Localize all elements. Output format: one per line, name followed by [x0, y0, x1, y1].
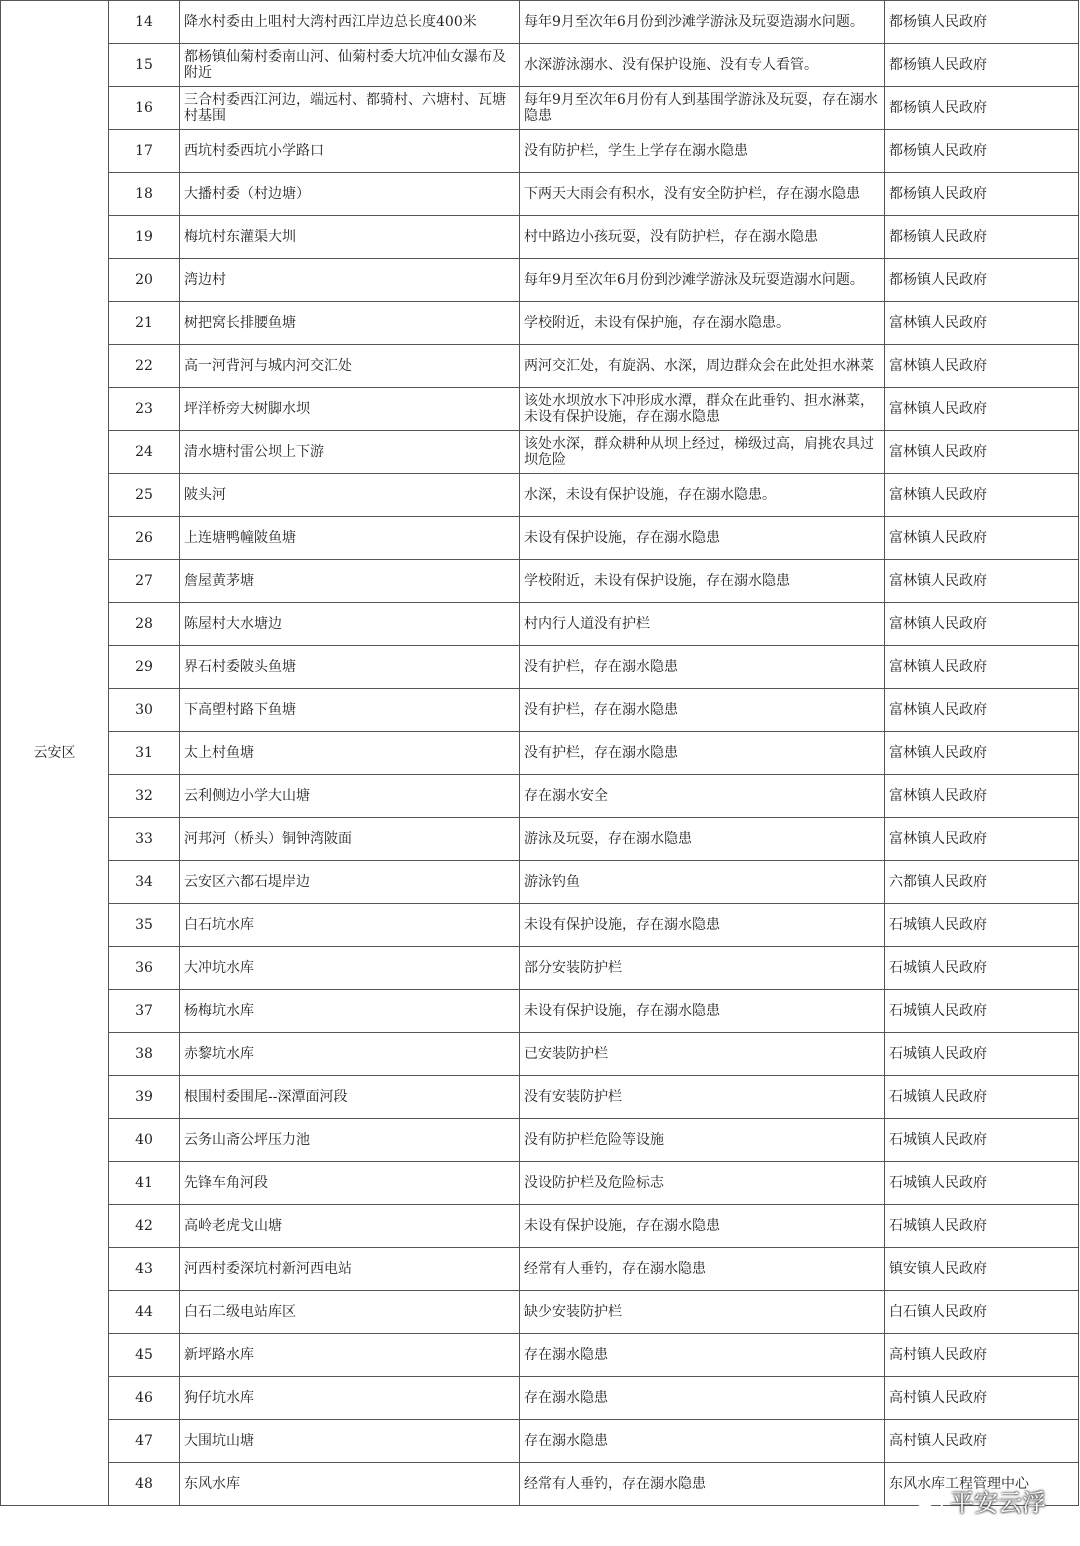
responsible-unit-cell: 富林镇人民政府: [885, 646, 1079, 689]
responsible-unit-cell: 富林镇人民政府: [885, 345, 1079, 388]
responsible-unit-cell: 都杨镇人民政府: [885, 216, 1079, 259]
table-row: [1, 689, 1079, 732]
issue-cell: 存在溺水安全: [520, 775, 885, 818]
row-number-cell: 48: [109, 1463, 180, 1506]
table-row: [1, 1334, 1079, 1377]
responsible-unit-cell: 富林镇人民政府: [885, 388, 1079, 431]
watermark-text: 平安云浮: [950, 1489, 1046, 1517]
location-cell: 梅坑村东灌渠大圳: [180, 216, 520, 259]
table-row: [1, 216, 1079, 259]
responsible-unit-cell: 富林镇人民政府: [885, 732, 1079, 775]
issue-cell: 学校附近，未设有保护施，存在溺水隐患。: [520, 302, 885, 345]
responsible-unit-cell: 富林镇人民政府: [885, 517, 1079, 560]
location-cell: 河邦河（桥头）铜钟湾陂面: [180, 818, 520, 861]
location-cell: 杨梅坑水库: [180, 990, 520, 1033]
row-number-cell: 16: [109, 87, 180, 130]
location-cell: 都杨镇仙菊村委南山河、仙菊村委大坑冲仙女瀑布及附近: [180, 44, 520, 87]
table-row: [1, 302, 1079, 345]
responsible-unit-cell: 富林镇人民政府: [885, 474, 1079, 517]
table-row: [1, 87, 1079, 130]
location-cell: 白石二级电站库区: [180, 1291, 520, 1334]
issue-cell: 经常有人垂钓，存在溺水隐患: [520, 1248, 885, 1291]
issue-cell: 未设有保护设施，存在溺水隐患: [520, 1205, 885, 1248]
table-row: [1, 44, 1079, 87]
row-number-cell: 39: [109, 1076, 180, 1119]
responsible-unit-cell: 都杨镇人民政府: [885, 130, 1079, 173]
row-number-cell: 43: [109, 1248, 180, 1291]
table-row: [1, 904, 1079, 947]
responsible-unit-cell: 高村镇人民政府: [885, 1334, 1079, 1377]
table-row: [1, 990, 1079, 1033]
table-row: [1, 1205, 1079, 1248]
row-number-cell: 14: [109, 1, 180, 44]
row-number-cell: 25: [109, 474, 180, 517]
table-row: [1, 646, 1079, 689]
responsible-unit-cell: 都杨镇人民政府: [885, 173, 1079, 216]
row-number-cell: 15: [109, 44, 180, 87]
location-cell: 赤黎坑水库: [180, 1033, 520, 1076]
row-number-cell: 30: [109, 689, 180, 732]
location-cell: 云安区六都石堤岸边: [180, 861, 520, 904]
location-cell: 大冲坑水库: [180, 947, 520, 990]
issue-cell: 未设有保护设施，存在溺水隐患: [520, 517, 885, 560]
row-number-cell: 35: [109, 904, 180, 947]
location-cell: 下高塱村路下鱼塘: [180, 689, 520, 732]
table-row: [1, 861, 1079, 904]
issue-cell: 存在溺水隐患: [520, 1420, 885, 1463]
issue-cell: 没有护栏，存在溺水隐患: [520, 689, 885, 732]
issue-cell: 每年9月至次年6月份到沙滩学游泳及玩耍造溺水问题。: [520, 1, 885, 44]
issue-cell: 两河交汇处，有旋涡、水深，周边群众会在此处担水淋菜: [520, 345, 885, 388]
responsible-unit-cell: 富林镇人民政府: [885, 689, 1079, 732]
table-row: [1, 560, 1079, 603]
location-cell: 先锋车角河段: [180, 1162, 520, 1205]
location-cell: 上连塘鸭幢陂鱼塘: [180, 517, 520, 560]
responsible-unit-cell: 富林镇人民政府: [885, 603, 1079, 646]
issue-cell: 每年9月至次年6月份到沙滩学游泳及玩耍造溺水问题。: [520, 259, 885, 302]
location-cell: 湾边村: [180, 259, 520, 302]
responsible-unit-cell: 石城镇人民政府: [885, 990, 1079, 1033]
responsible-unit-cell: 高村镇人民政府: [885, 1377, 1079, 1420]
table-row: [1, 947, 1079, 990]
row-number-cell: 20: [109, 259, 180, 302]
table-row: [1, 603, 1079, 646]
issue-cell: 水深游泳溺水、没有保护设施、没有专人看管。: [520, 44, 885, 87]
location-cell: 新坪路水库: [180, 1334, 520, 1377]
row-number-cell: 24: [109, 431, 180, 474]
row-number-cell: 41: [109, 1162, 180, 1205]
row-number-cell: 26: [109, 517, 180, 560]
table-row: [1, 130, 1079, 173]
row-number-cell: 19: [109, 216, 180, 259]
location-cell: 坪洋桥旁大树脚水坝: [180, 388, 520, 431]
location-cell: 大播村委（村边塘）: [180, 173, 520, 216]
table-row: [1, 1420, 1079, 1463]
location-cell: 西坑村委西坑小学路口: [180, 130, 520, 173]
row-number-cell: 31: [109, 732, 180, 775]
location-cell: 降水村委由上咀村大湾村西江岸边总长度400米: [180, 1, 520, 44]
location-cell: 云务山斋公坪压力池: [180, 1119, 520, 1162]
issue-cell: 水深，未设有保护设施，存在溺水隐患。: [520, 474, 885, 517]
responsible-unit-cell: 石城镇人民政府: [885, 947, 1079, 990]
row-number-cell: 34: [109, 861, 180, 904]
responsible-unit-cell: 高村镇人民政府: [885, 1420, 1079, 1463]
responsible-unit-cell: 东风水库工程管理中心: [885, 1463, 1079, 1506]
location-cell: 高岭老虎戈山塘: [180, 1205, 520, 1248]
issue-cell: 没有防护栏，学生上学存在溺水隐患: [520, 130, 885, 173]
table-row: [1, 1162, 1079, 1205]
responsible-unit-cell: 富林镇人民政府: [885, 560, 1079, 603]
location-cell: 清水塘村雷公坝上下游: [180, 431, 520, 474]
issue-cell: 存在溺水隐患: [520, 1377, 885, 1420]
location-cell: 三合村委西江河边，端远村、都骑村、六塘村、瓦塘村基围: [180, 87, 520, 130]
issue-cell: 缺少安装防护栏: [520, 1291, 885, 1334]
issue-cell: 下两天大雨会有积水，没有安全防护栏，存在溺水隐患: [520, 173, 885, 216]
location-cell: 河西村委深坑村新河西电站: [180, 1248, 520, 1291]
row-number-cell: 47: [109, 1420, 180, 1463]
table-row: [1, 1291, 1079, 1334]
location-cell: 陈屋村大水塘边: [180, 603, 520, 646]
responsible-unit-cell: 都杨镇人民政府: [885, 259, 1079, 302]
table-row: [1, 1076, 1079, 1119]
table-row: [1, 1033, 1079, 1076]
row-number-cell: 44: [109, 1291, 180, 1334]
issue-cell: 每年9月至次年6月份有人到基围学游泳及玩耍，存在溺水隐患: [520, 87, 885, 130]
issue-cell: 没有防护栏危险等设施: [520, 1119, 885, 1162]
issue-cell: 经常有人垂钓，存在溺水隐患: [520, 1463, 885, 1506]
issue-cell: 存在溺水隐患: [520, 1334, 885, 1377]
row-number-cell: 38: [109, 1033, 180, 1076]
row-number-cell: 17: [109, 130, 180, 173]
row-number-cell: 45: [109, 1334, 180, 1377]
issue-cell: 该处水坝放水下冲形成水潭，群众在此垂钓、担水淋菜，未设有保护设施，存在溺水隐患: [520, 388, 885, 431]
location-cell: 狗仔坑水库: [180, 1377, 520, 1420]
district-cell: 云安区: [1, 1, 109, 1506]
row-number-cell: 21: [109, 302, 180, 345]
responsible-unit-cell: 都杨镇人民政府: [885, 1, 1079, 44]
table-row: [1, 818, 1079, 861]
wechat-logo-icon: [914, 1488, 944, 1514]
responsible-unit-cell: 富林镇人民政府: [885, 818, 1079, 861]
responsible-unit-cell: 富林镇人民政府: [885, 431, 1079, 474]
responsible-unit-cell: 富林镇人民政府: [885, 302, 1079, 345]
row-number-cell: 40: [109, 1119, 180, 1162]
table-row: [1, 431, 1079, 474]
responsible-unit-cell: 石城镇人民政府: [885, 1076, 1079, 1119]
table-row: [1, 259, 1079, 302]
table-row: [1, 732, 1079, 775]
table-row: [1, 345, 1079, 388]
hazard-table-body: [1, 1, 1079, 1506]
table-row: [1, 474, 1079, 517]
row-number-cell: 23: [109, 388, 180, 431]
responsible-unit-cell: 富林镇人民政府: [885, 775, 1079, 818]
location-cell: 白石坑水库: [180, 904, 520, 947]
responsible-unit-cell: 六都镇人民政府: [885, 861, 1079, 904]
row-number-cell: 28: [109, 603, 180, 646]
row-number-cell: 18: [109, 173, 180, 216]
issue-cell: 未设有保护设施，存在溺水隐患: [520, 990, 885, 1033]
responsible-unit-cell: 石城镇人民政府: [885, 1033, 1079, 1076]
location-cell: 大围坑山塘: [180, 1420, 520, 1463]
responsible-unit-cell: 石城镇人民政府: [885, 1119, 1079, 1162]
row-number-cell: 32: [109, 775, 180, 818]
location-cell: 高一河背河与城内河交汇处: [180, 345, 520, 388]
responsible-unit-cell: 都杨镇人民政府: [885, 87, 1079, 130]
row-number-cell: 46: [109, 1377, 180, 1420]
location-cell: 詹屋黄茅塘: [180, 560, 520, 603]
watermark: [914, 1483, 1046, 1518]
row-number-cell: 29: [109, 646, 180, 689]
row-number-cell: 36: [109, 947, 180, 990]
issue-cell: 游泳及玩耍，存在溺水隐患: [520, 818, 885, 861]
row-number-cell: 42: [109, 1205, 180, 1248]
location-cell: 云利侧边小学大山塘: [180, 775, 520, 818]
table-row: [1, 388, 1079, 431]
table-row: [1, 1119, 1079, 1162]
responsible-unit-cell: 都杨镇人民政府: [885, 44, 1079, 87]
issue-cell: 没有安装防护栏: [520, 1076, 885, 1119]
responsible-unit-cell: 石城镇人民政府: [885, 1205, 1079, 1248]
issue-cell: 没设防护栏及危险标志: [520, 1162, 885, 1205]
table-row: [1, 1377, 1079, 1420]
row-number-cell: 27: [109, 560, 180, 603]
location-cell: 太上村鱼塘: [180, 732, 520, 775]
issue-cell: 该处水深，群众耕种从坝上经过，梯级过高，肩挑农具过坝危险: [520, 431, 885, 474]
table-row: [1, 775, 1079, 818]
responsible-unit-cell: 石城镇人民政府: [885, 1162, 1079, 1205]
table-row: [1, 173, 1079, 216]
issue-cell: 村中路边小孩玩耍，没有防护栏，存在溺水隐患: [520, 216, 885, 259]
location-cell: 界石村委陂头鱼塘: [180, 646, 520, 689]
responsible-unit-cell: 白石镇人民政府: [885, 1291, 1079, 1334]
location-cell: 根围村委围尾--深潭面河段: [180, 1076, 520, 1119]
issue-cell: 未设有保护设施，存在溺水隐患: [520, 904, 885, 947]
issue-cell: 没有护栏，存在溺水隐患: [520, 646, 885, 689]
responsible-unit-cell: 石城镇人民政府: [885, 904, 1079, 947]
responsible-unit-cell: 镇安镇人民政府: [885, 1248, 1079, 1291]
row-number-cell: 37: [109, 990, 180, 1033]
issue-cell: 没有护栏，存在溺水隐患: [520, 732, 885, 775]
issue-cell: 村内行人道没有护栏: [520, 603, 885, 646]
location-cell: 陂头河: [180, 474, 520, 517]
location-cell: 东风水库: [180, 1463, 520, 1506]
location-cell: 树把窝长排腰鱼塘: [180, 302, 520, 345]
row-number-cell: 22: [109, 345, 180, 388]
table-row: [1, 517, 1079, 560]
table-row: [1, 1, 1079, 44]
issue-cell: 已安装防护栏: [520, 1033, 885, 1076]
table-row: [1, 1248, 1079, 1291]
issue-cell: 部分安装防护栏: [520, 947, 885, 990]
issue-cell: 游泳钓鱼: [520, 861, 885, 904]
row-number-cell: 33: [109, 818, 180, 861]
issue-cell: 学校附近，未设有保护设施，存在溺水隐患: [520, 560, 885, 603]
